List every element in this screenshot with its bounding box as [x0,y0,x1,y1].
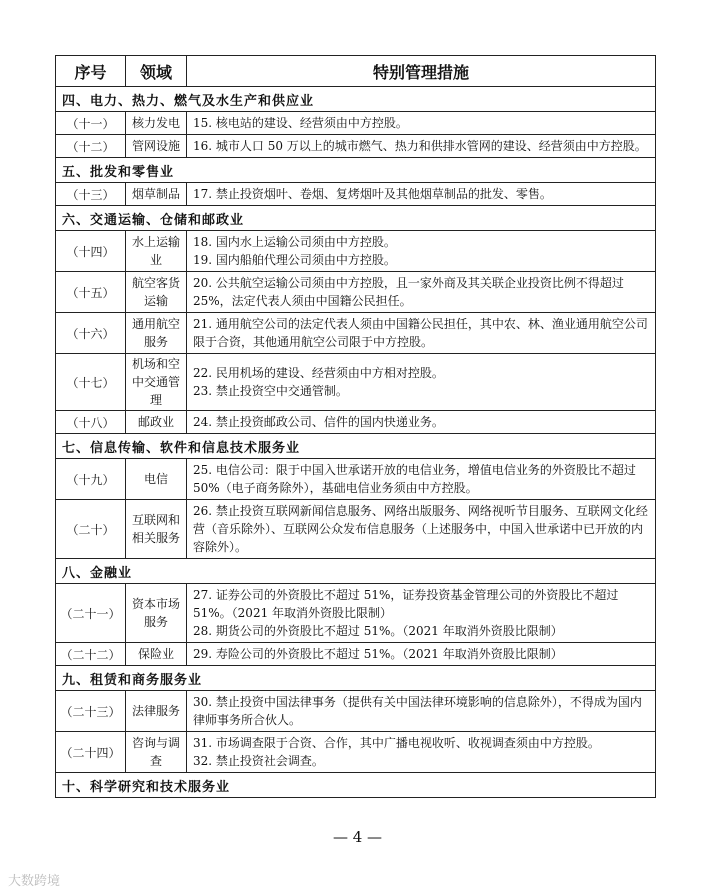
row-measures [187,354,656,411]
section-row [56,206,656,231]
measure-item: 21. 通用航空公司的法定代表人须由中国籍公民担任，其中农、林、渔业通用航空公司限于合资，其他通用航空公司限于中方控股。 [193,317,648,349]
row-number: （十六） [56,313,126,354]
measure-item: 19. 国内船舶代理公司须由中方控股。 [193,253,396,267]
table-row [56,584,656,643]
table-row [56,643,656,666]
row-measures [187,459,656,500]
row-number: （二十） [56,500,126,559]
row-domain: 管网设施 [126,135,187,158]
row-number: （二十一） [56,584,126,643]
row-number: （二十四） [56,732,126,773]
row-domain: 保险业 [126,643,187,666]
measure-item: 23. 禁止投资空中交通管制。 [193,384,348,398]
row-measures [187,584,656,643]
row-number: （二十二） [56,643,126,666]
table-row [56,500,656,559]
measure-item: 29. 寿险公司的外资股比不超过 51%。（2021 年取消外资股比限制） [193,647,563,661]
table-row [56,459,656,500]
row-number: （十二） [56,135,126,158]
row-measures [187,183,656,206]
section-row [56,559,656,584]
measure-item: 25. 电信公司：限于中国入世承诺开放的电信业务，增值电信业务的外资股比不超过 50%（电子商务除外），基础电信业务须由中方控股。 [193,463,636,495]
measure-item: 16. 城市人口 50 万以上的城市燃气、热力和供排水管网的建设、经营须由中方控股。 [193,139,647,153]
measure-item: 27. 证券公司的外资股比不超过 51%，证券投资基金管理公司的外资股比不超过 51%。（2021 年取消外资股比限制） [193,588,619,620]
row-number: （十一） [56,112,126,135]
measure-item: 24. 禁止投资邮政公司、信件的国内快递业务。 [193,415,444,429]
table-row [56,183,656,206]
row-domain: 法律服务 [126,691,187,732]
section-title: 四、电力、热力、燃气及水生产和供应业 [56,87,656,112]
section-row [56,434,656,459]
section-row [56,666,656,691]
table-row [56,112,656,135]
table-header [56,56,656,87]
row-measures [187,135,656,158]
measure-item: 31. 市场调查限于合资、合作，其中广播电视收听、收视调查须由中方控股。 [193,736,600,750]
table-row [56,231,656,272]
header-domain: 领域 [126,56,187,87]
row-number: （十九） [56,459,126,500]
header-measures: 特别管理措施 [187,56,656,87]
row-measures [187,691,656,732]
section-title: 十、科学研究和技术服务业 [56,773,656,798]
row-domain: 航空客货运输 [126,272,187,313]
section-title: 六、交通运输、仓储和邮政业 [56,206,656,231]
measure-item: 30. 禁止投资中国法律事务（提供有关中国法律环境影响的信息除外），不得成为国内律师事务所合伙人。 [193,695,642,727]
table-row [56,272,656,313]
section-row [56,773,656,798]
row-measures [187,732,656,773]
measure-item: 15. 核电站的建设、经营须由中方控股。 [193,116,408,130]
row-measures [187,112,656,135]
row-number: （十四） [56,231,126,272]
row-domain: 电信 [126,459,187,500]
table-row [56,313,656,354]
row-domain: 互联网和相关服务 [126,500,187,559]
measure-item: 18. 国内水上运输公司须由中方控股。 [193,235,396,249]
table-row [56,354,656,411]
section-title: 七、信息传输、软件和信息技术服务业 [56,434,656,459]
page-number: — 4 — [332,828,383,846]
row-domain: 资本市场服务 [126,584,187,643]
row-number: （十三） [56,183,126,206]
section-title: 九、租赁和商务服务业 [56,666,656,691]
section-row [56,158,656,183]
row-domain: 通用航空服务 [126,313,187,354]
row-measures [187,500,656,559]
watermark: 大数跨境 [8,874,61,889]
row-domain: 烟草制品 [126,183,187,206]
measure-item: 28. 期货公司的外资股比不超过 51%。（2021 年取消外资股比限制） [193,624,563,638]
row-number: （二十三） [56,691,126,732]
row-domain: 咨询与调查 [126,732,187,773]
measure-item: 22. 民用机场的建设、经营须由中方相对控股。 [193,366,444,380]
table-row [56,411,656,434]
row-measures [187,411,656,434]
measure-item: 17. 禁止投资烟叶、卷烟、复烤烟叶及其他烟草制品的批发、零售。 [193,187,552,201]
measure-item: 32. 禁止投资社会调查。 [193,754,324,768]
row-measures [187,272,656,313]
measure-item: 26. 禁止投资互联网新闻信息服务、网络出版服务、网络视听节目服务、互联网文化经营（音乐除外）、互联网公众发布信息服务（上述服务中，中国入世承诺中已开放的内容除外）。 [193,504,648,554]
row-domain: 核力发电 [126,112,187,135]
row-measures [187,643,656,666]
section-title: 五、批发和零售业 [56,158,656,183]
measures-table [55,55,656,798]
header-number: 序号 [56,56,126,87]
row-domain: 水上运输业 [126,231,187,272]
section-title: 八、金融业 [56,559,656,584]
row-domain: 机场和空中交通管理 [126,354,187,411]
row-number: （十七） [56,354,126,411]
row-number: （十八） [56,411,126,434]
measure-item: 20. 公共航空运输公司须由中方控股，且一家外商及其关联企业投资比例不得超过25%，法定代表人须由中国籍公民担任。 [193,276,624,308]
row-measures [187,231,656,272]
row-domain: 邮政业 [126,411,187,434]
section-row [56,87,656,112]
row-measures [187,313,656,354]
table-row [56,691,656,732]
table-row [56,732,656,773]
row-number: （十五） [56,272,126,313]
table-row [56,135,656,158]
